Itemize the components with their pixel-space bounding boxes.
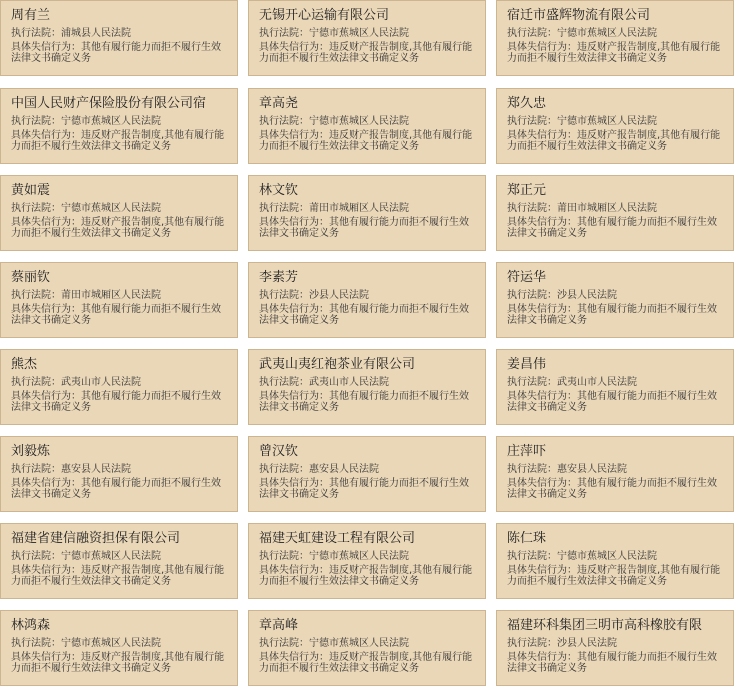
dishonest-behavior	[11, 478, 229, 501]
debtor-name[interactable]: 林鸿森	[11, 618, 51, 633]
court-value: 武夷山市人民法院	[309, 377, 389, 388]
debtor-name[interactable]: 章高尧	[259, 96, 299, 111]
court-value: 惠安县人民法院	[557, 464, 627, 475]
debtor-name[interactable]: 无锡开心运输有限公司	[259, 8, 390, 23]
executing-court	[507, 464, 725, 476]
behavior-value: 其他有履行能力而拒不履行生效法律文书确定义务	[259, 216, 469, 239]
debtor-name[interactable]: 符运华	[507, 270, 547, 285]
debtor-name[interactable]: 福建环科集团三明市高科橡胶有限	[507, 618, 703, 633]
court-label: 执行法院：	[507, 290, 557, 301]
debtor-card-10[interactable]	[0, 262, 238, 338]
dishonest-behavior	[11, 652, 229, 675]
dishonest-behavior	[11, 130, 229, 153]
court-label: 执行法院：	[11, 638, 61, 649]
executing-court	[507, 377, 725, 389]
dishonest-behavior	[259, 391, 477, 414]
debtor-name[interactable]: 福建省建信融资担保有限公司	[11, 531, 181, 546]
debtor-card-14[interactable]	[248, 349, 486, 425]
court-label: 执行法院：	[507, 551, 557, 562]
dishonest-behavior	[507, 478, 725, 501]
debtor-name[interactable]: 庄萍吓	[507, 444, 547, 459]
dishonest-behavior	[507, 130, 725, 153]
debtor-card-18[interactable]	[496, 436, 734, 512]
debtor-card-17[interactable]	[248, 436, 486, 512]
behavior-label: 具体失信行为：	[259, 564, 329, 576]
court-label: 执行法院：	[507, 464, 557, 475]
court-value: 宁德市蕉城区人民法院	[309, 28, 409, 39]
behavior-label: 具体失信行为：	[259, 41, 329, 53]
behavior-value: 其他有履行能力而拒不履行生效法律文书确定义务	[11, 303, 221, 326]
behavior-value: 其他有履行能力而拒不履行生效法律文书确定义务	[507, 477, 717, 500]
dishonest-behavior	[259, 217, 477, 240]
behavior-label: 具体失信行为：	[11, 129, 81, 141]
court-label: 执行法院：	[259, 638, 309, 649]
debtor-name[interactable]: 曾汉钦	[259, 444, 299, 459]
executing-court	[11, 290, 229, 302]
dishonest-behavior	[259, 42, 477, 65]
behavior-label: 具体失信行为：	[11, 477, 81, 489]
behavior-label: 具体失信行为：	[507, 477, 577, 489]
behavior-value: 违反财产报告制度,其他有履行能力而拒不履行生效法律文书确定义务	[507, 41, 721, 64]
debtor-card-20[interactable]	[248, 523, 486, 599]
dishonest-behavior	[507, 217, 725, 240]
executing-court	[11, 377, 229, 389]
executing-court	[259, 377, 477, 389]
executing-court	[11, 638, 229, 650]
court-label: 执行法院：	[259, 203, 309, 214]
dishonest-behavior	[507, 304, 725, 327]
debtor-name[interactable]: 林文钦	[259, 183, 299, 198]
court-label: 执行法院：	[259, 464, 309, 475]
court-label: 执行法院：	[507, 203, 557, 214]
debtor-card-1[interactable]	[0, 0, 238, 76]
debtor-card-11[interactable]	[248, 262, 486, 338]
court-label: 执行法院：	[11, 290, 61, 301]
executing-court	[507, 116, 725, 128]
debtor-card-16[interactable]	[0, 436, 238, 512]
behavior-label: 具体失信行为：	[507, 651, 577, 663]
court-label: 执行法院：	[507, 116, 557, 127]
debtor-card-2[interactable]	[248, 0, 486, 76]
executing-court	[507, 28, 725, 40]
debtor-name[interactable]: 陈仁珠	[507, 531, 547, 546]
executing-court	[11, 203, 229, 215]
court-label: 执行法院：	[11, 116, 61, 127]
behavior-value: 其他有履行能力而拒不履行生效法律文书确定义务	[259, 390, 469, 413]
debtor-name[interactable]: 郑正元	[507, 183, 547, 198]
court-value: 宁德市蕉城区人民法院	[557, 551, 657, 562]
court-value: 宁德市蕉城区人民法院	[557, 116, 657, 127]
behavior-value: 违反财产报告制度,其他有履行能力而拒不履行生效法律文书确定义务	[259, 129, 473, 152]
court-value: 宁德市蕉城区人民法院	[309, 638, 409, 649]
court-value: 沙县人民法院	[309, 290, 369, 301]
court-value: 宁德市蕉城区人民法院	[61, 116, 161, 127]
dishonest-behavior	[259, 652, 477, 675]
dishonest-behavior	[259, 130, 477, 153]
behavior-label: 具体失信行为：	[259, 477, 329, 489]
behavior-value: 其他有履行能力而拒不履行生效法律文书确定义务	[11, 390, 221, 413]
executing-court	[507, 551, 725, 563]
dishonest-behavior	[507, 652, 725, 675]
executing-court	[259, 638, 477, 650]
court-value: 浦城县人民法院	[61, 28, 131, 39]
behavior-label: 具体失信行为：	[507, 216, 577, 228]
debtor-name[interactable]: 李素芳	[259, 270, 299, 285]
court-value: 惠安县人民法院	[309, 464, 379, 475]
court-label: 执行法院：	[11, 464, 61, 475]
debtor-card-7[interactable]	[0, 175, 238, 251]
debtor-card-5[interactable]	[248, 88, 486, 164]
behavior-label: 具体失信行为：	[507, 41, 577, 53]
dishonest-behavior	[259, 565, 477, 588]
dishonest-behavior	[11, 42, 229, 65]
dishonest-behavior	[259, 304, 477, 327]
behavior-label: 具体失信行为：	[259, 390, 329, 402]
executing-court	[11, 551, 229, 563]
behavior-value: 违反财产报告制度,其他有履行能力而拒不履行生效法律文书确定义务	[11, 651, 225, 674]
behavior-value: 违反财产报告制度,其他有履行能力而拒不履行生效法律文书确定义务	[259, 564, 473, 587]
dishonest-behavior	[507, 565, 725, 588]
debtor-name[interactable]: 周有兰	[11, 8, 51, 23]
court-value: 宁德市蕉城区人民法院	[309, 551, 409, 562]
court-label: 执行法院：	[507, 377, 557, 388]
court-label: 执行法院：	[11, 551, 61, 562]
debtor-card-13[interactable]	[0, 349, 238, 425]
court-value: 武夷山市人民法院	[61, 377, 141, 388]
executing-court	[259, 290, 477, 302]
executing-court	[507, 638, 725, 650]
court-label: 执行法院：	[259, 377, 309, 388]
behavior-label: 具体失信行为：	[11, 390, 81, 402]
dishonest-behavior	[11, 304, 229, 327]
court-value: 宁德市蕉城区人民法院	[61, 638, 161, 649]
court-label: 执行法院：	[11, 203, 61, 214]
behavior-value: 其他有履行能力而拒不履行生效法律文书确定义务	[11, 477, 221, 500]
court-value: 沙县人民法院	[557, 638, 617, 649]
behavior-label: 具体失信行为：	[507, 390, 577, 402]
debtor-card-19[interactable]	[0, 523, 238, 599]
behavior-value: 其他有履行能力而拒不履行生效法律文书确定义务	[259, 303, 469, 326]
debtor-card-9[interactable]	[496, 175, 734, 251]
debtor-card-6[interactable]	[496, 88, 734, 164]
debtor-name[interactable]: 中国人民财产保险股份有限公司宿	[11, 96, 207, 111]
court-value: 宁德市蕉城区人民法院	[61, 203, 161, 214]
debtor-name[interactable]: 姜昌伟	[507, 357, 547, 372]
behavior-label: 具体失信行为：	[259, 651, 329, 663]
behavior-value: 违反财产报告制度,其他有履行能力而拒不履行生效法律文书确定义务	[11, 564, 225, 587]
executing-court	[259, 28, 477, 40]
debtor-name[interactable]: 熊杰	[11, 357, 38, 372]
court-label: 执行法院：	[11, 377, 61, 388]
debtor-card-15[interactable]	[496, 349, 734, 425]
executing-court	[11, 28, 229, 40]
debtor-card-22[interactable]	[0, 610, 238, 686]
debtor-name[interactable]: 福建天虹建设工程有限公司	[259, 531, 416, 546]
dishonest-behavior	[11, 391, 229, 414]
debtor-card-21[interactable]	[496, 523, 734, 599]
behavior-value: 违反财产报告制度,其他有履行能力而拒不履行生效法律文书确定义务	[507, 129, 721, 152]
court-value: 武夷山市人民法院	[557, 377, 637, 388]
behavior-label: 具体失信行为：	[259, 129, 329, 141]
behavior-value: 其他有履行能力而拒不履行生效法律文书确定义务	[259, 477, 469, 500]
behavior-label: 具体失信行为：	[11, 651, 81, 663]
court-value: 沙县人民法院	[557, 290, 617, 301]
debtor-card-3[interactable]	[496, 0, 734, 76]
debtor-name[interactable]: 郑久忠	[507, 96, 547, 111]
executing-court	[507, 203, 725, 215]
behavior-value: 其他有履行能力而拒不履行生效法律文书确定义务	[507, 390, 717, 413]
court-value: 莆田市城厢区人民法院	[309, 203, 409, 214]
behavior-label: 具体失信行为：	[507, 129, 577, 141]
court-value: 宁德市蕉城区人民法院	[557, 28, 657, 39]
executing-court	[259, 203, 477, 215]
court-label: 执行法院：	[507, 638, 557, 649]
court-label: 执行法院：	[11, 28, 61, 39]
behavior-label: 具体失信行为：	[507, 564, 577, 576]
court-label: 执行法院：	[259, 28, 309, 39]
court-label: 执行法院：	[259, 551, 309, 562]
behavior-value: 违反财产报告制度,其他有履行能力而拒不履行生效法律文书确定义务	[259, 651, 473, 674]
behavior-label: 具体失信行为：	[259, 216, 329, 228]
behavior-label: 具体失信行为：	[11, 41, 81, 53]
behavior-label: 具体失信行为：	[11, 216, 81, 228]
executing-court	[11, 464, 229, 476]
behavior-label: 具体失信行为：	[507, 303, 577, 315]
behavior-value: 违反财产报告制度,其他有履行能力而拒不履行生效法律文书确定义务	[11, 216, 225, 239]
dishonest-behavior	[507, 391, 725, 414]
court-label: 执行法院：	[507, 28, 557, 39]
debtor-card-23[interactable]	[248, 610, 486, 686]
behavior-value: 违反财产报告制度,其他有履行能力而拒不履行生效法律文书确定义务	[507, 564, 721, 587]
debtor-name[interactable]: 蔡丽钦	[11, 270, 51, 285]
dishonest-behavior	[11, 565, 229, 588]
debtor-name[interactable]: 武夷山夷红袍茶业有限公司	[259, 357, 416, 372]
debtor-name[interactable]: 刘毅炼	[11, 444, 51, 459]
executing-court	[259, 116, 477, 128]
court-value: 宁德市蕉城区人民法院	[61, 551, 161, 562]
behavior-value: 其他有履行能力而拒不履行生效法律文书确定义务	[507, 651, 717, 674]
court-label: 执行法院：	[259, 290, 309, 301]
executing-court	[259, 464, 477, 476]
behavior-label: 具体失信行为：	[259, 303, 329, 315]
debtor-name[interactable]: 宿迁市盛辉物流有限公司	[507, 8, 651, 23]
behavior-label: 具体失信行为：	[11, 564, 81, 576]
behavior-value: 其他有履行能力而拒不履行生效法律文书确定义务	[507, 216, 717, 239]
dishonest-behavior	[259, 478, 477, 501]
debtor-card-24[interactable]	[496, 610, 734, 686]
court-label: 执行法院：	[259, 116, 309, 127]
behavior-label: 具体失信行为：	[11, 303, 81, 315]
court-value: 莆田市城厢区人民法院	[61, 290, 161, 301]
behavior-value: 违反财产报告制度,其他有履行能力而拒不履行生效法律文书确定义务	[11, 129, 225, 152]
debtor-name[interactable]: 黄如震	[11, 183, 51, 198]
court-value: 惠安县人民法院	[61, 464, 131, 475]
debtor-card-12[interactable]	[496, 262, 734, 338]
court-value: 宁德市蕉城区人民法院	[309, 116, 409, 127]
behavior-value: 其他有履行能力而拒不履行生效法律文书确定义务	[11, 41, 221, 64]
court-value: 莆田市城厢区人民法院	[557, 203, 657, 214]
behavior-value: 违反财产报告制度,其他有履行能力而拒不履行生效法律文书确定义务	[259, 41, 473, 64]
behavior-value: 其他有履行能力而拒不履行生效法律文书确定义务	[507, 303, 717, 326]
executing-court	[259, 551, 477, 563]
debtor-name[interactable]: 章高峰	[259, 618, 299, 633]
executing-court	[507, 290, 725, 302]
dishonest-behavior	[11, 217, 229, 240]
debtor-card-8[interactable]	[248, 175, 486, 251]
dishonest-behavior	[507, 42, 725, 65]
executing-court	[11, 116, 229, 128]
debtor-card-4[interactable]	[0, 88, 238, 164]
